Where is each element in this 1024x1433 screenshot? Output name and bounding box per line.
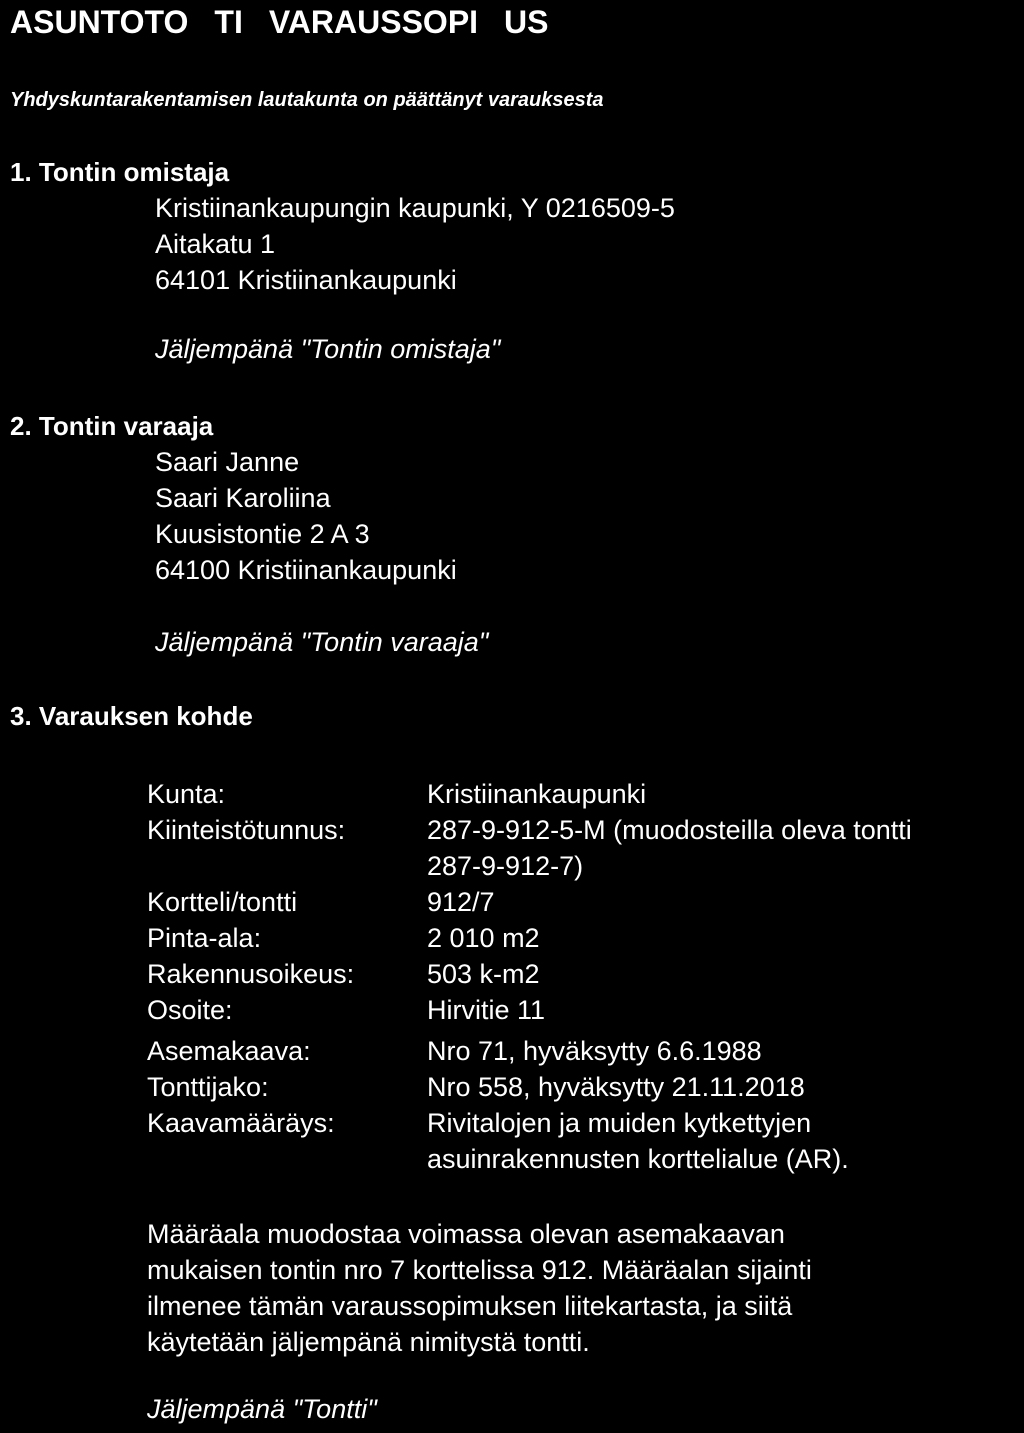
description-line: käytetään jäljempänä nimitystä tontti. <box>147 1327 590 1357</box>
detail-label: Kiinteistötunnus: <box>147 815 346 845</box>
detail-label: Rakennusoikeus: <box>147 959 355 989</box>
section-1-line: Kristiinankaupungin kaupunki, Y 0216509-5 <box>155 193 675 223</box>
detail-value: 503 k-m2 <box>427 959 540 989</box>
detail-value: Kristiinankaupunki <box>427 779 647 809</box>
section-1-heading: 1. Tontin omistaja <box>10 157 230 187</box>
detail-label: Asemakaava: <box>147 1036 311 1066</box>
section-1-line: Aitakatu 1 <box>155 229 276 259</box>
section-1-line: 64101 Kristiinankaupunki <box>155 265 457 295</box>
section-2-line: Kuusistontie 2 A 3 <box>155 519 370 549</box>
property-description <box>147 1216 812 1360</box>
section-2-line: Saari Karoliina <box>155 483 331 513</box>
document-subtitle: Yhdyskuntarakentamisen lautakunta on päättänyt varauksesta <box>10 89 604 111</box>
detail-label: Pinta-ala: <box>147 923 262 953</box>
title-part-3: VARAUSSOPI <box>268 4 479 40</box>
section-2-line: 64100 Kristiinankaupunki <box>155 555 457 585</box>
detail-label: Kortteli/tontti <box>147 887 298 917</box>
detail-value: Hirvitie 11 <box>427 995 546 1025</box>
section-2-address <box>155 444 457 588</box>
detail-value: Nro 558, hyväksytty 21.11.2018 <box>427 1072 805 1102</box>
detail-value: 287-9-912-7) <box>427 851 584 881</box>
detail-label: Osoite: <box>147 995 233 1025</box>
description-line: mukaisen tontin nro 7 korttelissa 912. Määräalan sijainti <box>147 1255 812 1285</box>
detail-value: 912/7 <box>427 887 495 917</box>
section-2-line: Saari Janne <box>155 447 300 477</box>
detail-value: Rivitalojen ja muiden kytkettyjen <box>427 1108 812 1138</box>
section-1-reference: Jäljempänä "Tontin omistaja" <box>155 334 501 364</box>
description-line: Määräala muodostaa voimassa olevan asemakaavan <box>147 1219 785 1249</box>
section-3-heading: 3. Varauksen kohde <box>10 701 253 731</box>
detail-label: Tonttijako: <box>147 1072 269 1102</box>
title-part-1: ASUNTOTO <box>10 4 189 40</box>
detail-label: Kaavamääräys: <box>147 1108 335 1138</box>
detail-value: 287-9-912-5-M (muodosteilla oleva tontti <box>427 815 912 845</box>
detail-value: 2 010 m2 <box>427 923 540 953</box>
section-3-reference: Jäljempänä "Tontti" <box>147 1394 377 1424</box>
title-part-4: US <box>504 4 549 40</box>
detail-value: asuinrakennusten korttelialue (AR). <box>427 1144 849 1174</box>
section-1-address <box>155 190 675 298</box>
document-title <box>10 2 549 42</box>
detail-label: Kunta: <box>147 779 226 809</box>
description-line: ilmenee tämän varaussopimuksen liitekartasta, ja siitä <box>147 1291 793 1321</box>
title-part-2: TI <box>214 4 243 40</box>
detail-value: Nro 71, hyväksytty 6.6.1988 <box>427 1036 762 1066</box>
section-2-reference: Jäljempänä "Tontin varaaja" <box>155 627 489 657</box>
section-2-heading: 2. Tontin varaaja <box>10 411 214 441</box>
